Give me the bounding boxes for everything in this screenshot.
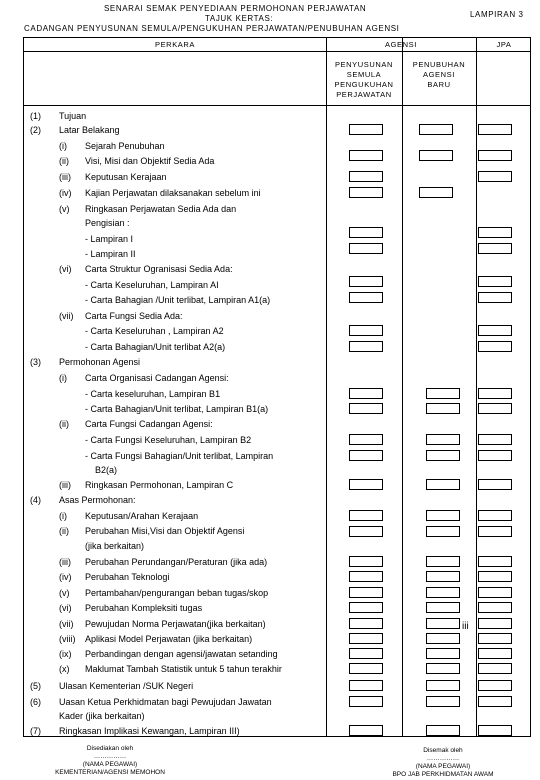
checkbox[interactable]	[426, 388, 460, 399]
checkbox[interactable]	[349, 227, 383, 238]
row-text: Ringkasan Perjawatan Sedia Ada dan	[85, 204, 237, 214]
checkbox[interactable]	[349, 187, 383, 198]
checkbox[interactable]	[478, 571, 512, 582]
row-text: - Lampiran II	[85, 249, 136, 259]
row-text: Ringkasan Implikasi Kewangan, Lampiran III)	[59, 726, 240, 736]
checkbox[interactable]	[426, 602, 460, 613]
checkbox[interactable]	[478, 602, 512, 613]
checkbox[interactable]	[426, 618, 460, 629]
row-text: - Lampiran I	[85, 234, 134, 244]
checkbox[interactable]	[426, 587, 460, 598]
checkbox[interactable]	[349, 150, 383, 161]
checkbox[interactable]	[349, 663, 383, 674]
reviewed-by: Disemak oleh …………… (NAMA PEGAWAI) BPO JAB PERKHIDMATAN AWAM	[392, 747, 494, 778]
checkbox[interactable]	[478, 243, 512, 254]
row-text: Maklumat Tambah Statistik untuk 5 tahun terakhir	[85, 664, 282, 674]
row-text: Keputusan Kerajaan	[85, 172, 167, 182]
checkbox[interactable]	[426, 450, 460, 461]
row-text: Carta Fungsi Cadangan Agensi:	[85, 419, 213, 429]
checkbox[interactable]	[426, 479, 460, 490]
checkbox[interactable]	[478, 618, 512, 629]
row-text: Uasan Ketua Perkhidmatan bagi Pewujudan Jawatan	[59, 697, 272, 707]
checkbox[interactable]	[426, 510, 460, 521]
row-number: (i)	[59, 511, 67, 521]
row-number: (6)	[30, 697, 41, 707]
checkbox[interactable]	[478, 388, 512, 399]
row-text: (jika berkaitan)	[85, 541, 145, 551]
checkbox[interactable]	[349, 526, 383, 537]
checkbox[interactable]	[426, 434, 460, 445]
checkbox[interactable]	[349, 618, 383, 629]
appendix-label: LAMPIRAN 3	[470, 10, 524, 19]
checkbox[interactable]	[426, 696, 460, 707]
checkbox[interactable]	[349, 479, 383, 490]
checkbox[interactable]	[349, 648, 383, 659]
checkbox[interactable]	[349, 602, 383, 613]
checkbox[interactable]	[426, 526, 460, 537]
row-text: - Carta Bahagian/Unit terlibat A2(a)	[85, 342, 226, 352]
checkbox[interactable]	[478, 124, 512, 135]
checkbox[interactable]	[349, 403, 383, 414]
checkbox[interactable]	[426, 403, 460, 414]
checkbox[interactable]	[478, 227, 512, 238]
checkbox[interactable]	[426, 556, 460, 567]
row-number: (iii)	[59, 172, 71, 182]
row-number: (4)	[30, 495, 41, 505]
checkbox[interactable]	[349, 633, 383, 644]
row-number: (ii)	[59, 419, 69, 429]
checkbox[interactable]	[478, 450, 512, 461]
row-number: (ii)	[59, 156, 69, 166]
row-number: (ii)	[59, 526, 69, 536]
row-number: (vi)	[59, 264, 72, 274]
row-number: (v)	[59, 204, 70, 214]
row-text: Ringkasan Permohonan, Lampiran C	[85, 480, 234, 490]
column-header-agensi: AGENSI	[385, 40, 417, 49]
checkbox[interactable]	[419, 187, 453, 198]
checkbox[interactable]	[478, 325, 512, 336]
checkbox[interactable]	[478, 680, 512, 691]
row-number: (x)	[59, 664, 70, 674]
column-header-penyusunan: PENYUSUNAN SEMULA PENGUKUHAN PERJAWATAN	[334, 60, 394, 99]
row-text: Permohonan Agensi	[59, 357, 141, 367]
checkbox[interactable]	[349, 450, 383, 461]
checkbox[interactable]	[349, 292, 383, 303]
row-text: Pewujudan Norma Perjawatan(jika berkaitan)	[85, 619, 266, 629]
checkbox[interactable]	[478, 556, 512, 567]
row-text: Carta Organisasi Cadangan Agensi:	[85, 373, 229, 383]
row-text: - Carta Fungsi Keseluruhan, Lampiran B2	[85, 435, 252, 445]
row-text: Latar Belakang	[59, 125, 120, 135]
checkbox[interactable]	[478, 403, 512, 414]
checkbox[interactable]	[419, 150, 453, 161]
row-text: Perubahan Kompleksiti tugas	[85, 603, 203, 613]
checkbox[interactable]	[426, 663, 460, 674]
checkbox[interactable]	[478, 150, 512, 161]
checkbox[interactable]	[426, 725, 460, 736]
row-text: - Carta Bahagian/Unit terlibat, Lampiran B1(a)	[85, 404, 269, 414]
checkbox[interactable]	[349, 325, 383, 336]
row-text: Perubahan Perundangan/Peraturan (jika ada)	[85, 557, 268, 567]
checkbox[interactable]	[426, 648, 460, 659]
row-text: Sejarah Penubuhan	[85, 141, 165, 151]
checkbox[interactable]	[349, 696, 383, 707]
row-text: Visi, Misi dan Objektif Sedia Ada	[85, 156, 215, 166]
row-text: - Carta Bahagian /Unit terlibat, Lampiran A1(a)	[85, 295, 271, 305]
row-text: Tujuan	[59, 111, 87, 121]
checkbox[interactable]	[478, 648, 512, 659]
document-subtitle: TAJUK KERTAS:	[205, 14, 274, 23]
checkbox[interactable]	[349, 510, 383, 521]
checkbox[interactable]	[426, 680, 460, 691]
checkbox[interactable]	[349, 124, 383, 135]
document-paper-title: CADANGAN PENYUSUNAN SEMULA/PENGUKUHAN PERJAWATAN/PENUBUHAN AGENSI	[24, 24, 400, 33]
checkbox[interactable]	[426, 571, 460, 582]
row-number: (iii)	[59, 557, 71, 567]
row-text: Keputusan/Arahan Kerajaan	[85, 511, 199, 521]
row-number: (5)	[30, 681, 41, 691]
row-text: Kajian Perjawatan dilaksanakan sebelum ini	[85, 188, 261, 198]
checkbox[interactable]	[349, 171, 383, 182]
row-text: - Carta keseluruhan, Lampiran B1	[85, 389, 221, 399]
row-number: (iii)	[59, 480, 71, 490]
row-text: Pertambahan/pengurangan beban tugas/skop	[85, 588, 269, 598]
row-number: (i)	[59, 141, 67, 151]
row-number: (2)	[30, 125, 41, 135]
checkbox[interactable]	[349, 388, 383, 399]
column-header-penubuhan: PENUBUHAN AGENSI BARU	[412, 60, 466, 89]
checkbox[interactable]	[478, 292, 512, 303]
row-text: Carta Fungsi Sedia Ada:	[85, 311, 183, 321]
row-text: B2(a)	[95, 465, 118, 475]
checkbox[interactable]	[478, 696, 512, 707]
column-header-jpa: JPA	[496, 40, 512, 49]
checkbox[interactable]	[478, 587, 512, 598]
checkbox[interactable]	[349, 587, 383, 598]
checkbox[interactable]	[478, 479, 512, 490]
row-text: Ulasan Kementerian /SUK Negeri	[59, 681, 194, 691]
checkbox[interactable]	[349, 243, 383, 254]
checkbox[interactable]	[419, 124, 453, 135]
row-number: (iv)	[59, 188, 72, 198]
checkbox[interactable]	[349, 680, 383, 691]
checkbox[interactable]	[478, 341, 512, 352]
row-text: Kader (jika berkaitan)	[59, 711, 145, 721]
checkbox[interactable]	[349, 725, 383, 736]
row-number: (vii)	[59, 311, 74, 321]
checkbox[interactable]	[349, 434, 383, 445]
row-text: Perubahan Misi,Visi dan Objektif Agensi	[85, 526, 245, 536]
row-number: (i)	[59, 373, 67, 383]
row-text: Aplikasi Model Perjawatan (jika berkaitan)	[85, 634, 253, 644]
checkbox[interactable]	[478, 434, 512, 445]
checkbox[interactable]	[478, 526, 512, 537]
row-number: (v)	[59, 588, 70, 598]
row-number: (1)	[30, 111, 41, 121]
column-header-perkara: PERKARA	[154, 40, 196, 49]
row-text: - Carta Keseluruhan, Lampiran AI	[85, 280, 219, 290]
row-number: (ix)	[59, 649, 72, 659]
checkbox[interactable]	[478, 171, 512, 182]
checkbox[interactable]	[349, 276, 383, 287]
checkbox[interactable]	[478, 725, 512, 736]
row-text: Pengisian :	[85, 218, 130, 228]
row-text: Asas Permohonan:	[59, 495, 136, 505]
checkbox[interactable]	[349, 571, 383, 582]
checkbox[interactable]	[349, 341, 383, 352]
row-text: Perbandingan dengan agensi/jawatan setanding	[85, 649, 278, 659]
checkbox[interactable]	[478, 663, 512, 674]
document-title: SENARAI SEMAK PENYEDIAAN PERMOHONAN PERJAWATAN	[104, 4, 367, 13]
checkbox[interactable]	[478, 276, 512, 287]
row-number: (vi)	[59, 603, 72, 613]
stray-mark: iii	[462, 621, 469, 632]
checkbox[interactable]	[426, 633, 460, 644]
prepared-by: Disediakan oleh …………… (NAMA PEGAWAI) KEMENTERIAN/AGENSI MEMOHON	[55, 745, 165, 776]
row-text: Perubahan Teknologi	[85, 572, 170, 582]
row-number: (vii)	[59, 619, 74, 629]
checkbox[interactable]	[349, 556, 383, 567]
row-text: Carta Struktur Ogranisasi Sedia Ada:	[85, 264, 233, 274]
row-text: - Carta Keseluruhan , Lampiran A2	[85, 326, 224, 336]
row-text: - Carta Fungsi Bahagian/Unit terlibat, Lampiran	[85, 451, 274, 461]
checkbox[interactable]	[478, 633, 512, 644]
row-number: (7)	[30, 726, 41, 736]
row-number: (iv)	[59, 572, 72, 582]
checkbox[interactable]	[478, 510, 512, 521]
row-number: (viii)	[59, 634, 76, 644]
row-number: (3)	[30, 357, 41, 367]
